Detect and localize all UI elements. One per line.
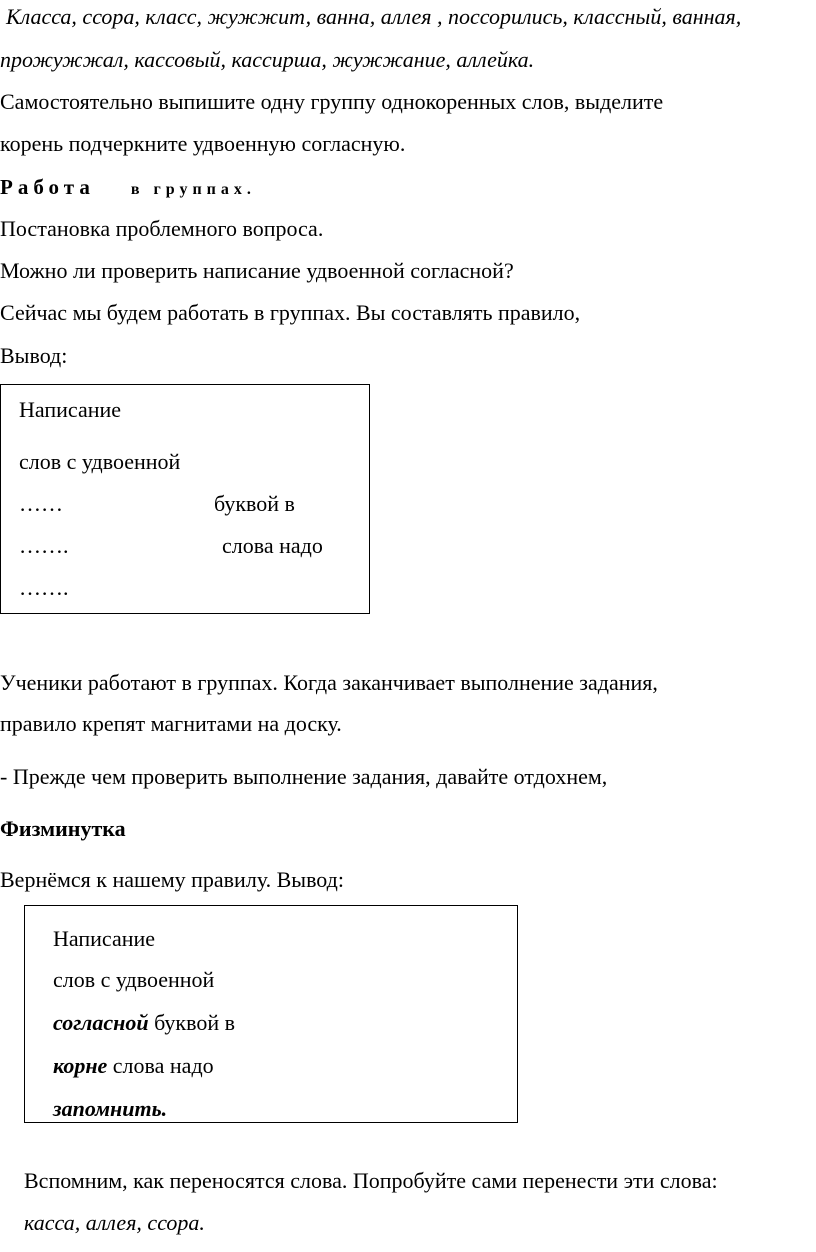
problem-question: Можно ли проверить написание удвоенной согласной? <box>0 258 514 283</box>
word-list-line-1: Класса, ссора, класс, жужжит, ванна, аллея , поссорились, классный, ванная, <box>6 4 742 29</box>
rule-filled-row-3 <box>53 1010 235 1036</box>
rule-filled-row-4 <box>53 1053 214 1079</box>
hyphenation-line-1: Вспомним, как переносятся слова. Попробуйте сами перенести эти слова: <box>24 1168 718 1193</box>
return-to-rule: Вернёмся к нашему правилу. Вывод: <box>0 867 344 892</box>
fizminutka-heading: Физминутка <box>0 816 126 841</box>
rule-blank-row-3-left: …… <box>19 491 63 516</box>
word-list-line-2: прожужжал, кассовый, кассирша, жужжание, аллейка. <box>0 47 535 72</box>
rule-blank-row-3-right: буквой в <box>214 491 295 516</box>
rule-filled-row-4-rest: слова надо <box>107 1053 214 1078</box>
group-instruction: Сейчас мы будем работать в группах. Вы составлять правило, <box>0 300 581 325</box>
students-line-2: правило крепят магнитами на доску. <box>0 711 342 736</box>
task-line-1: Самостоятельно выпишите одну группу однокоренных слов, выделите <box>0 89 664 114</box>
task-line-2: корень подчеркните удвоенную согласную. <box>0 131 406 156</box>
problem-statement: Постановка проблемного вопроса. <box>0 216 324 241</box>
group-work-heading-rest: в группах. <box>130 181 256 198</box>
rule-filled-emph-root: корне <box>53 1053 108 1078</box>
group-work-heading <box>0 174 256 203</box>
rule-blank-row-4-right: слова надо <box>222 533 323 558</box>
students-line-1: Ученики работают в группах. Когда заканчивает выполнение задания, <box>0 670 658 695</box>
rule-filled-row-2: слов с удвоенной <box>53 967 215 992</box>
rest-line: - Прежде чем проверить выполнение задания, давайте отдохнем, <box>0 764 608 789</box>
rule-filled-box <box>24 905 518 1123</box>
rule-blank-row-5: ……. <box>19 575 69 600</box>
rule-filled-emph-consonant: согласной <box>53 1010 149 1035</box>
hyphenation-words: касса, аллея, ссора. <box>24 1210 205 1235</box>
rule-blank-row-4-left: ……. <box>19 533 69 558</box>
rule-blank-box <box>0 384 370 614</box>
rule-filled-row-1: Написание <box>53 926 156 951</box>
rule-blank-row-1: Написание <box>19 397 122 422</box>
group-work-heading-main: Работа <box>0 175 95 199</box>
rule-filled-row-5: запомнить. <box>53 1096 168 1121</box>
rule-blank-row-2: слов с удвоенной <box>19 449 181 474</box>
rule-filled-row-3-rest: буквой в <box>148 1010 236 1035</box>
conclusion-label: Вывод: <box>0 343 68 368</box>
